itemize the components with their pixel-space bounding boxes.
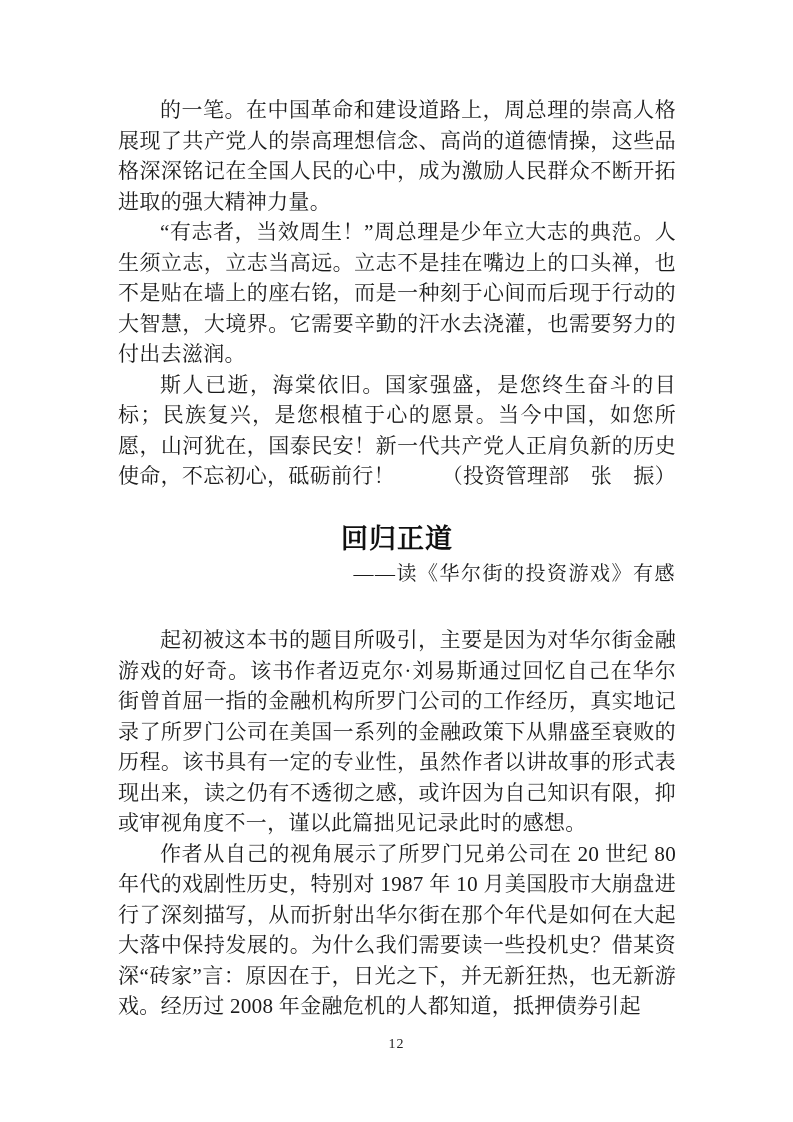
article1-paragraph-aspiration: “有志者，当效周生！”周总理是少年立大志的典范。人生须立志，立志当高远。立志不是挂在嘴边上的口头禅，也不是贴在墙上的座右铭，而是一种刻于心间而后现于行动的大智慧，大境界。它需要辛勤的汗水去浇灌，也需要努力的付出去滋润。 [118, 220, 676, 366]
page-content [118, 95, 676, 1022]
article2-subtitle: ——读《华尔街的投资游戏》有感 [353, 562, 676, 585]
article1-closing-text: 斯人已逝，海棠依旧。国家强盛，是您终生奋斗的目标；民族复兴，是您根植于心的愿景。当今中国，如您所愿，山河犹在，国泰民安！新一代共产党人正肩负新的历史使命，不忘初心，砥砺前行！ [118, 372, 676, 488]
article1-author-attribution: （投资管理部 张 振） [441, 464, 676, 488]
article1-paragraph-continuation: 的一笔。在中国革命和建设道路上，周总理的崇高人格展现了共产党人的崇高理想信念、高尚的道德情操，这些品格深深铭记在全国人民的心中，成为激励人民群众不断开拓进取的强大精神力量。 [118, 98, 676, 214]
article1-paragraph-closing [118, 370, 676, 492]
article2-paragraph-history: 作者从自己的视角展示了所罗门兄弟公司在 20 世纪 80 年代的戏剧性历史，特别对 1987 年 10 月美国股市大崩盘进行了深刻描写，从而折射出华尔街在那个年代是如何在大起大落中保持发展的。为什么我们需要读一些投机史？借某资深“砖家”言：原因在于，日光之下，并无新狂热，也无新游戏。经历过 2008 年金融危机的人都知道，抵押债券引起 [118, 841, 676, 1018]
article2-paragraph-intro: 起初被这本书的题目所吸引，主要是因为对华尔街金融游戏的好奇。该书作者迈克尔·刘易斯通过回忆自己在华尔街曾首屈一指的金融机构所罗门公司的工作经历，真实地记录了所罗门公司在美国一系列的金融政策下从鼎盛至衰败的历程。该书具有一定的专业性，虽然作者以讲故事的形式表现出来，读之仍有不透彻之感，或许因为自己知识有限，抑或审视角度不一，谨以此篇拙见记录此时的感想。 [118, 628, 676, 835]
article2-title: 回归正道 [341, 523, 453, 554]
page-number: 12 [388, 1037, 405, 1052]
